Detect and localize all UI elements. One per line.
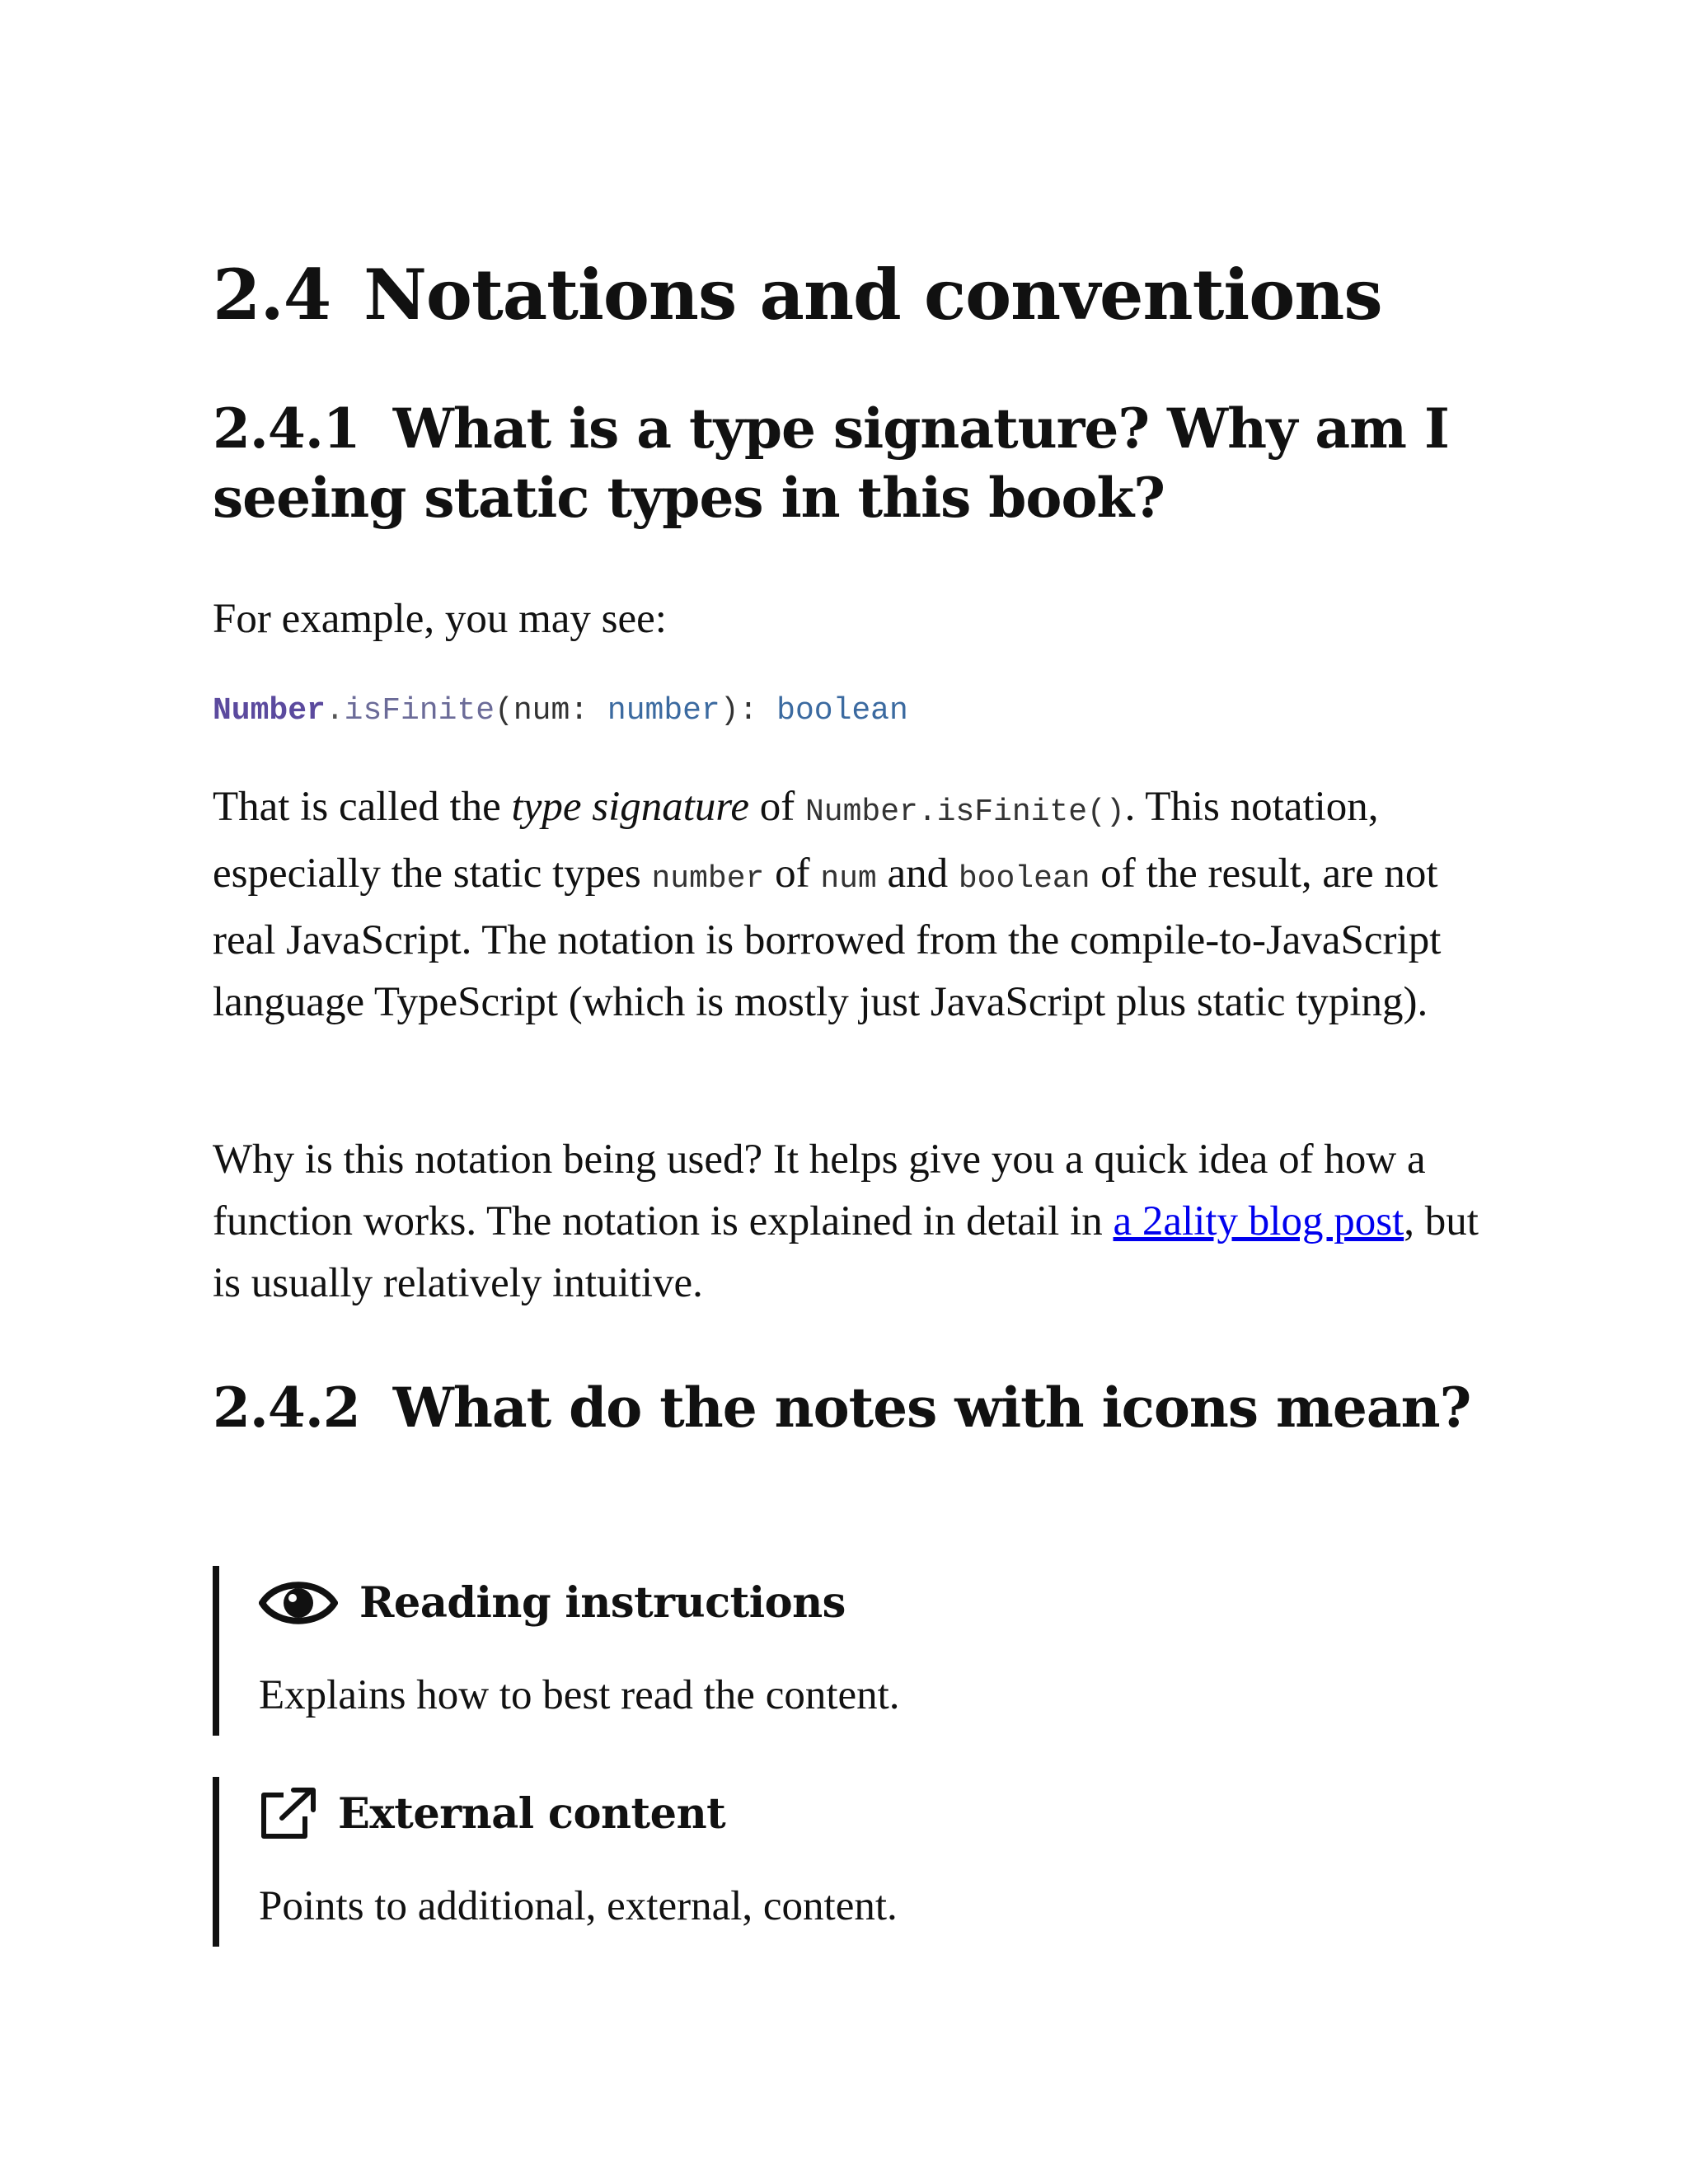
code-function: isFinite	[344, 693, 495, 729]
code-params-close: ):	[720, 693, 777, 729]
code-param-type: number	[607, 693, 720, 729]
text-run: of	[749, 784, 805, 830]
emphasis-type-signature: type signature	[511, 784, 749, 830]
subsection-number: 2.4.1	[213, 396, 360, 461]
section-title: Notations and conventions	[363, 254, 1382, 335]
paragraph-type-signature-explanation	[213, 776, 1507, 1033]
subsection-title: What do the notes with icons mean?	[392, 1376, 1471, 1440]
note-external-content	[213, 1777, 1449, 1947]
text-run: Why is this notation being used? It helps give you a quick idea of how a function works. The notation is explained in detail in	[213, 1137, 1426, 1244]
note-body: Points to additional, external, content.	[259, 1883, 898, 1929]
subsection-title: What is a type signature? Why am I seeing static types in this book?	[213, 396, 1449, 530]
text-run: of	[764, 851, 821, 897]
code-class: Number	[213, 693, 326, 729]
inline-code: boolean	[958, 861, 1090, 897]
subsection-heading-type-signature	[213, 394, 1498, 532]
code-return-type: boolean	[776, 693, 908, 729]
inline-code: number	[651, 861, 765, 897]
note-body: Explains how to best read the content.	[259, 1672, 900, 1718]
note-title: Reading instructions	[359, 1578, 846, 1628]
section-heading	[213, 254, 1382, 336]
subsection-heading-notes-icons	[213, 1373, 1498, 1442]
text-run: , but is usually relatively intuitive.	[213, 1198, 1479, 1306]
section-number: 2.4	[213, 254, 331, 335]
text-run: and	[876, 851, 959, 897]
text-run: That is called the	[213, 784, 512, 830]
note-header	[259, 1566, 1449, 1640]
blog-post-link[interactable]: a 2ality blog post	[1113, 1198, 1404, 1244]
code-params-open: (num:	[495, 693, 607, 729]
inline-code: Number.isFinite()	[804, 794, 1125, 830]
text-run: . This notation, especially the static types	[213, 784, 1379, 897]
inline-code: num	[820, 861, 877, 897]
paragraph-why-notation	[213, 1129, 1507, 1315]
subsection-number: 2.4.2	[213, 1376, 360, 1440]
external-link-icon	[259, 1787, 316, 1841]
code-block-type-signature	[213, 691, 908, 732]
eye-icon	[259, 1574, 338, 1632]
text-run: of the result, are not real JavaScript. The notation is borrowed from the compile-to-JavaScript language TypeScript (which is mostly just JavaScript plus static typing).	[213, 851, 1442, 1025]
note-reading-instructions	[213, 1566, 1449, 1736]
note-title: External content	[338, 1789, 726, 1839]
paragraph-example-intro: For example, you may see:	[213, 596, 667, 642]
note-header	[259, 1777, 1449, 1851]
code-dot: .	[325, 693, 345, 729]
